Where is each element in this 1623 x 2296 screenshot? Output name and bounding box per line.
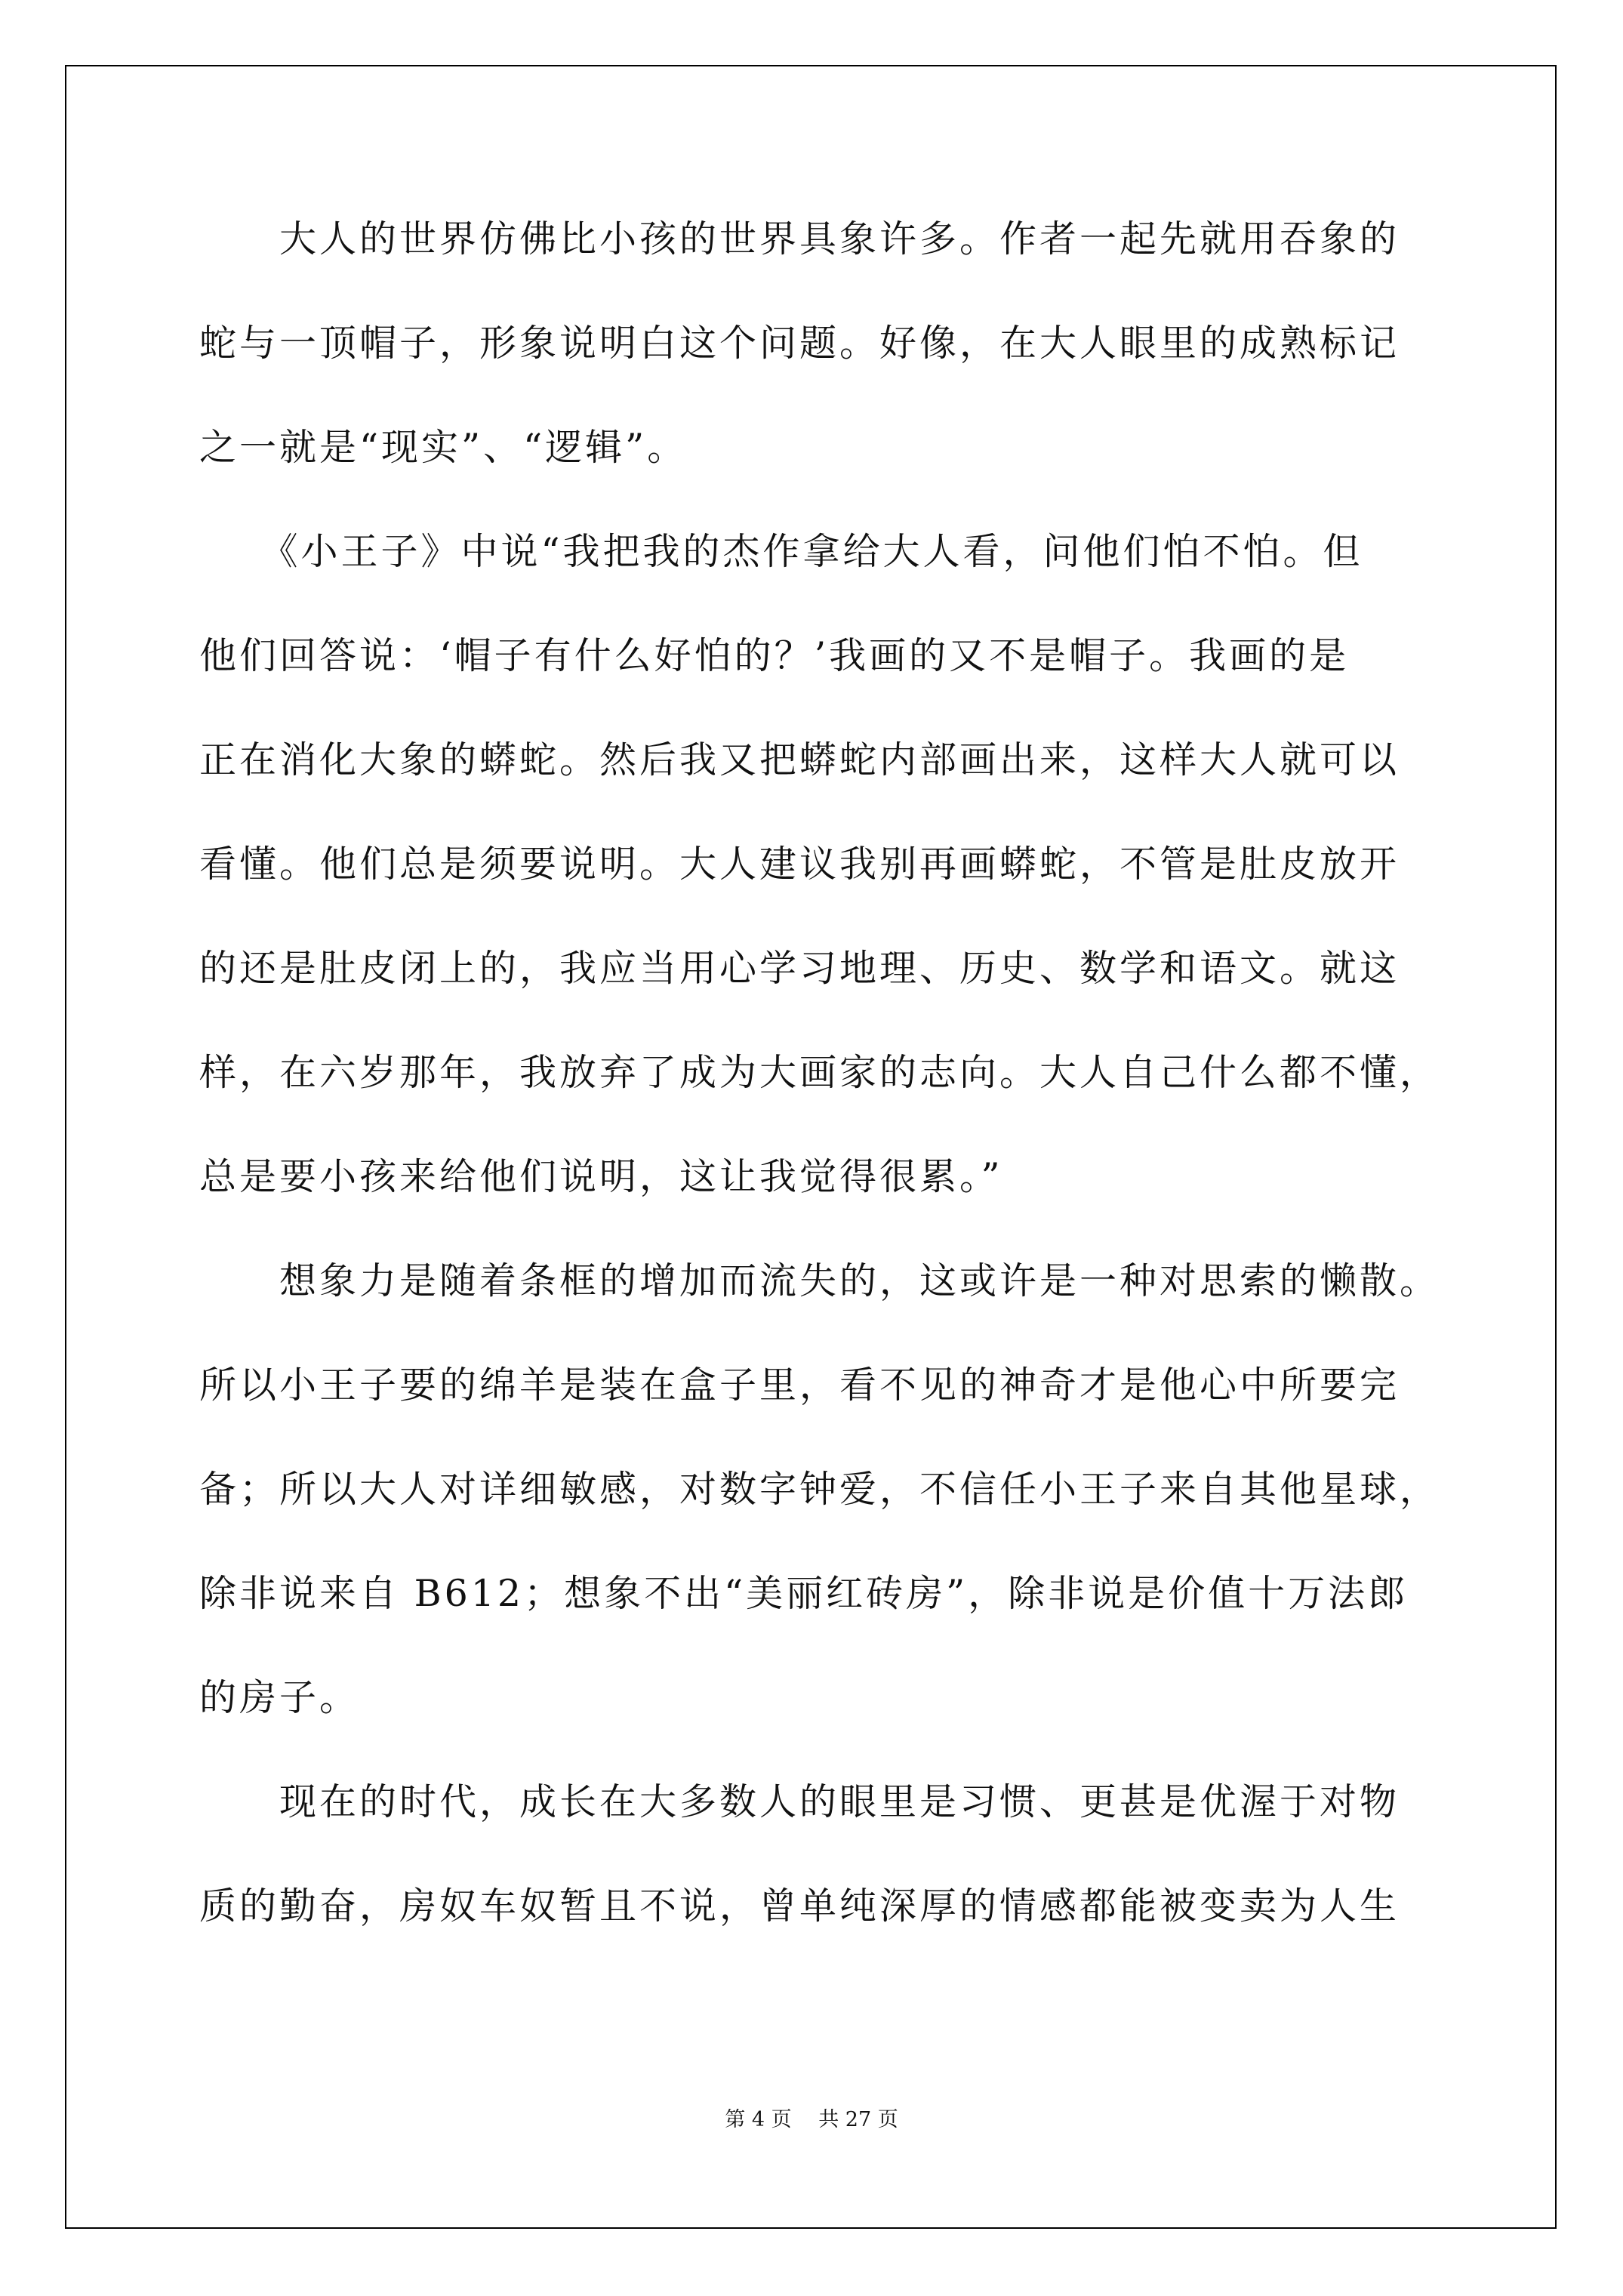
text-line: 看懂。他们总是须要说明。大人建议我别再画蟒蛇，不管是肚皮放开: [199, 843, 1400, 886]
text-line: 样，在六岁那年，我放弃了成为大画家的志向。大人自己什么都不懂，: [199, 1051, 1440, 1094]
text-line: 大人的世界仿佛比小孩的世界具象许多。作者一起先就用吞象的: [199, 217, 1400, 260]
text-line: 除非说来自 B612；想象不出“美丽红砖房”，除非说是价值十万法郎: [199, 1572, 1409, 1615]
paragraph-4: [199, 1780, 1437, 1992]
text-line: 总是要小孩来给他们说明，这让我觉得很累。”: [199, 1155, 1003, 1198]
text-line: 正在消化大象的蟒蛇。然后我又把蟒蛇内部画出来，这样大人就可以: [199, 738, 1400, 781]
text-line: 质的勤奋，房奴车奴暂且不说，曾单纯深厚的情感都能被变卖为人生: [199, 1885, 1400, 1928]
paragraph-2: [199, 530, 1440, 1262]
text-line: 想象力是随着条框的增加而流失的，这或许是一种对思索的懒散。: [199, 1259, 1440, 1302]
page-footer: [0, 2103, 1623, 2132]
document-body: [199, 217, 1440, 1992]
paragraph-1: [199, 217, 1437, 533]
page-number: 第 4 页 共 27 页: [725, 2108, 898, 2131]
text-line: 备；所以大人对详细敏感，对数字钟爱，不信任小王子来自其他星球，: [199, 1468, 1440, 1511]
paragraph-3: [199, 1259, 1440, 1783]
text-line: 的房子。: [199, 1676, 360, 1719]
text-line: 之一就是“现实”、“逻辑”。: [199, 426, 688, 469]
text-line: 《小王子》中说“我把我的杰作拿给大人看，问他们怕不怕。但: [199, 530, 1363, 573]
text-line: 蛇与一顶帽子，形象说明白这个问题。好像，在大人眼里的成熟标记: [199, 322, 1400, 365]
text-line: 的还是肚皮闭上的，我应当用心学习地理、历史、数学和语文。就这: [199, 947, 1400, 990]
text-line: 现在的时代，成长在大多数人的眼里是习惯、更甚是优渥于对物: [199, 1780, 1400, 1823]
text-line: 所以小王子要的绵羊是装在盒子里，看不见的神奇才是他心中所要完: [199, 1364, 1400, 1407]
text-line: 他们回答说：‘帽子有什么好怕的？’我画的又不是帽子。我画的是: [199, 634, 1350, 677]
